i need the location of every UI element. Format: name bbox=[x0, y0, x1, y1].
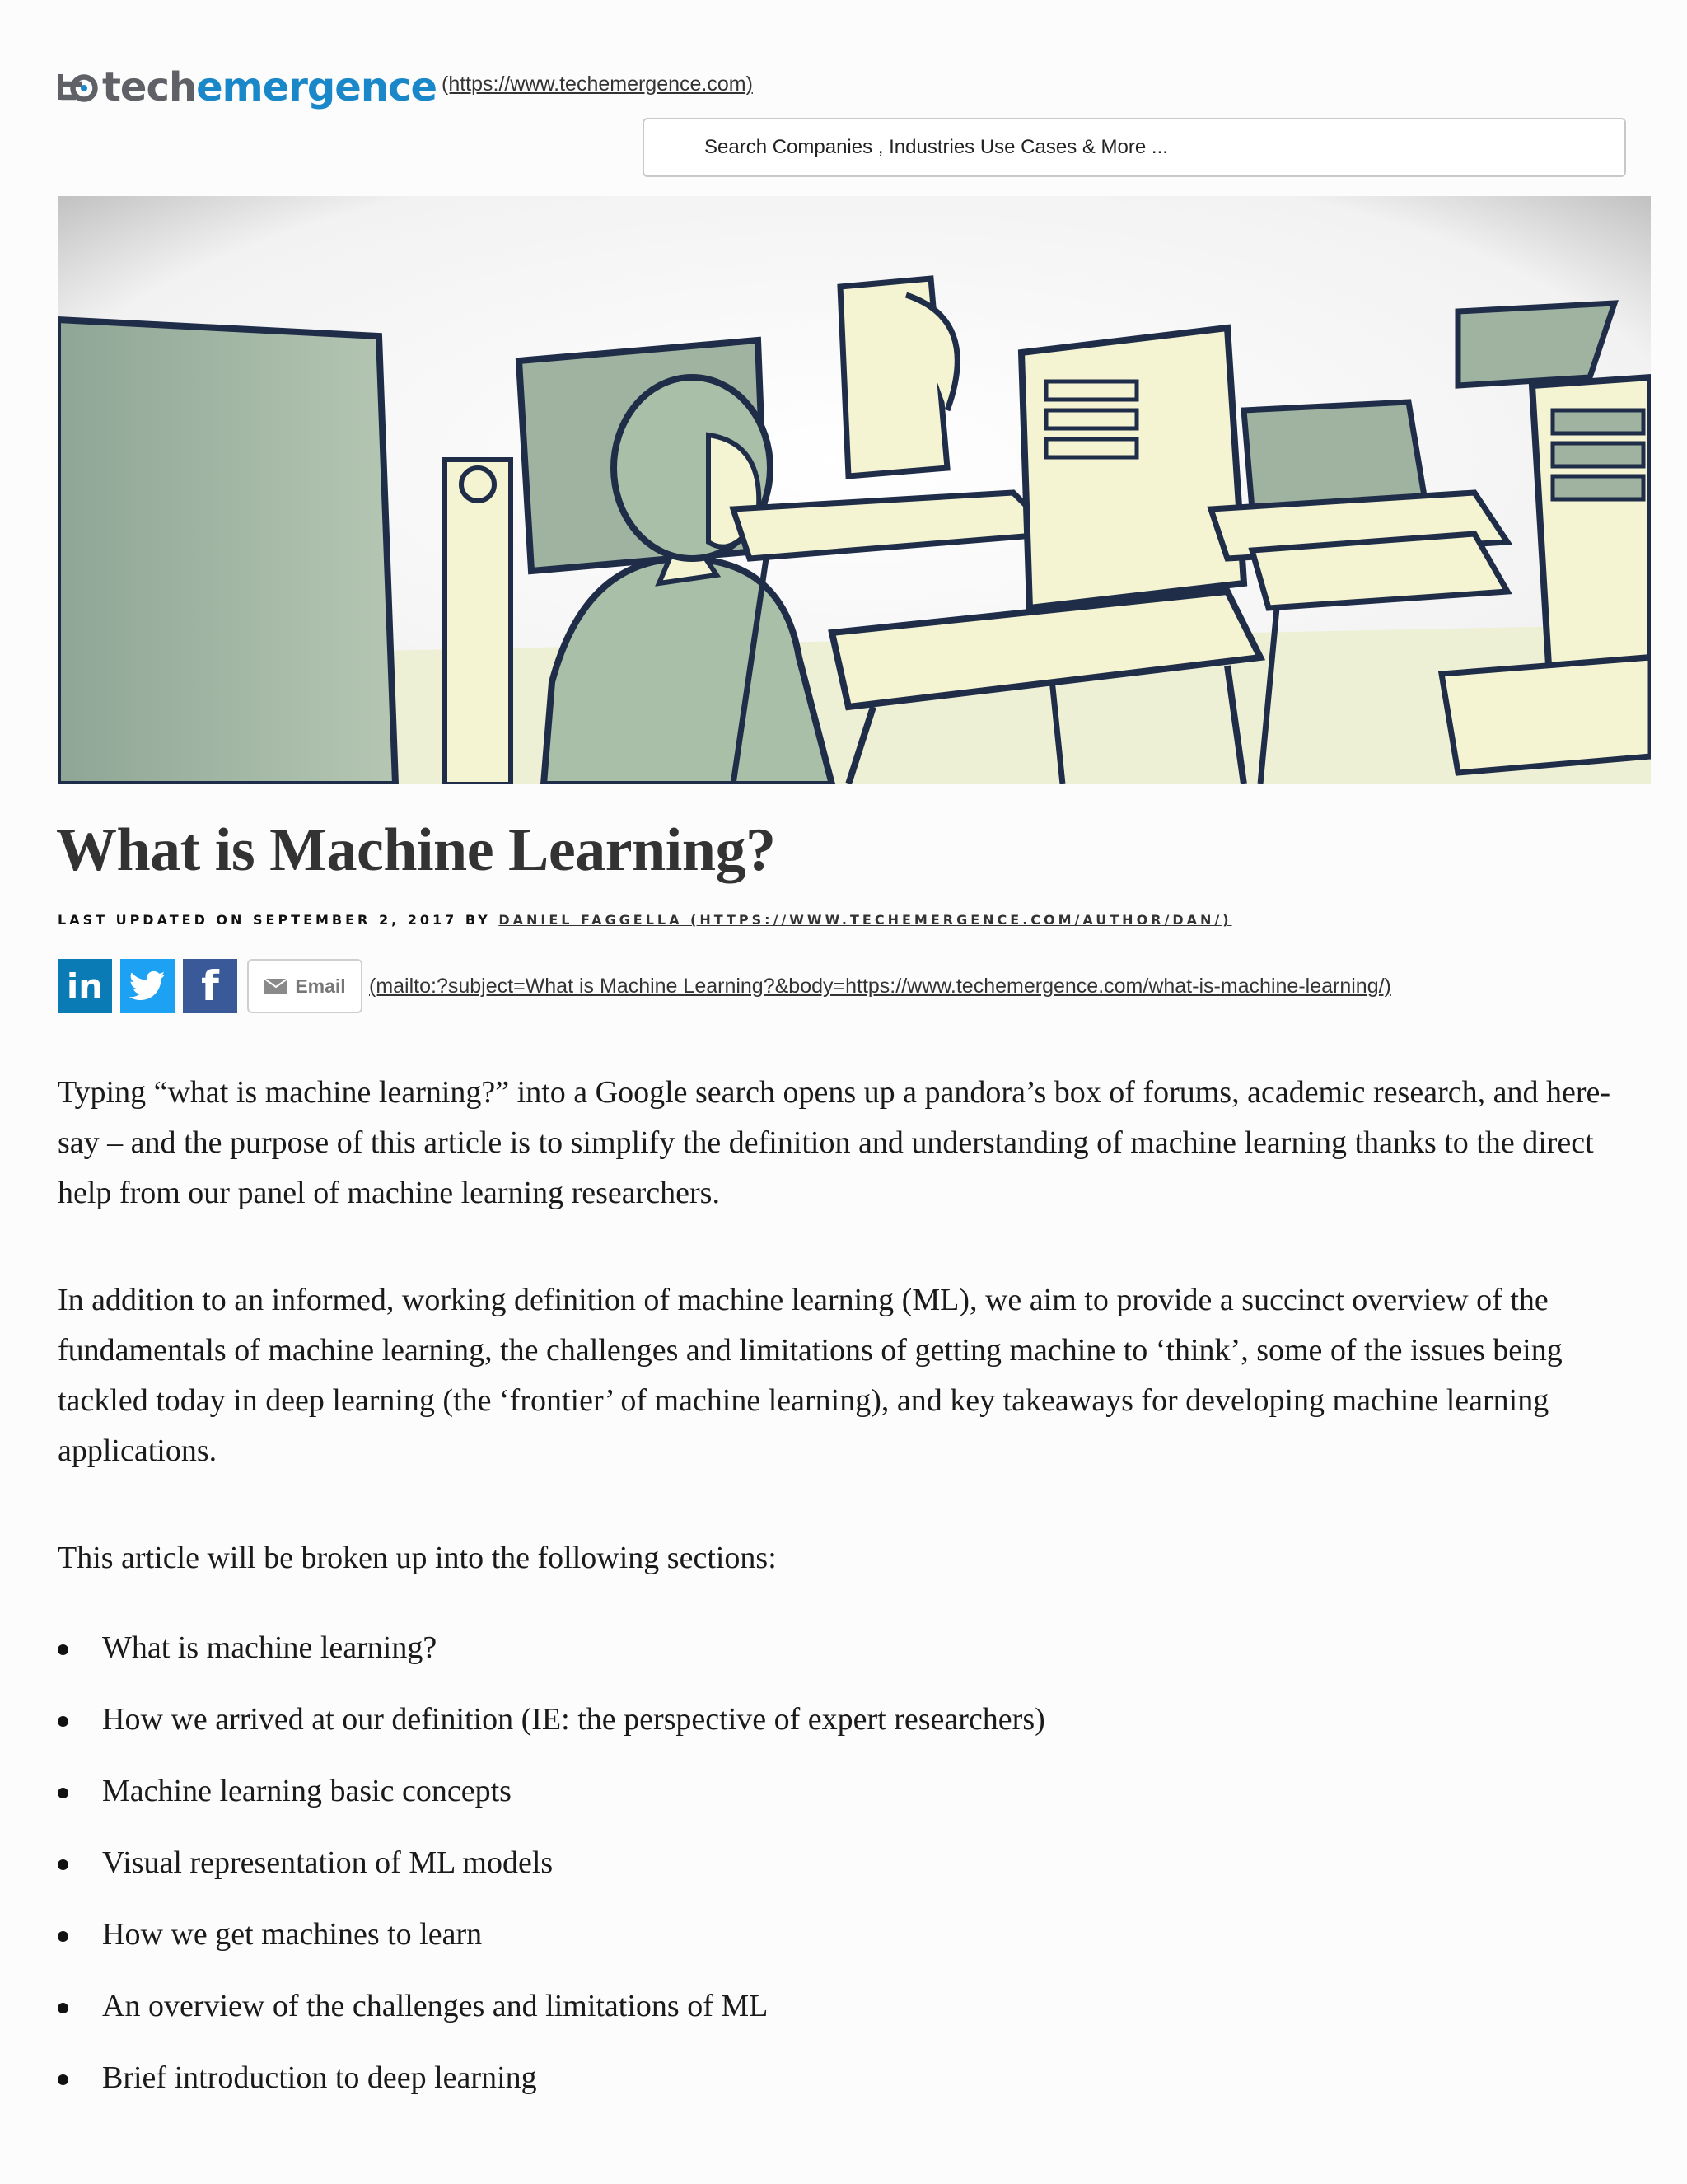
bullet-icon bbox=[58, 1644, 68, 1655]
list-item bbox=[58, 1695, 1045, 1766]
email-share-button[interactable] bbox=[247, 959, 362, 1013]
list-item bbox=[58, 1838, 1045, 1910]
article-title: What is Machine Learning? bbox=[56, 816, 776, 884]
mailto-link[interactable]: (mailto:?subject=What is Machine Learning?&body=https://www.techemergence.com/what-is-machine-learning/) bbox=[369, 974, 1391, 998]
facebook-icon: f bbox=[201, 962, 219, 1010]
bullet-icon bbox=[58, 1788, 68, 1798]
meta-updated: LAST UPDATED ON SEPTEMBER 2, 2017 BY bbox=[58, 912, 499, 928]
list-item-label: How we arrived at our definition (IE: the perspective of expert researchers) bbox=[102, 1702, 1045, 1737]
twitter-icon bbox=[129, 970, 166, 1002]
techemergence-logo-mark bbox=[58, 56, 99, 119]
bullet-icon bbox=[58, 1931, 68, 1942]
overview-paragraph: In addition to an informed, working definition of machine learning (ML), we aim to provide a succinct overview of the fundamentals of machine learning, the challenges and limitations of getting machine to ‘think’, some of the issues being tackled today in deep learning (the ‘frontier’ of machine learning), and key takeaways for developing machine learning applications. bbox=[58, 1283, 1563, 1468]
bullet-icon bbox=[58, 1859, 68, 1870]
home-link[interactable]: (https://www.techemergence.com) bbox=[442, 72, 753, 96]
bullet-icon bbox=[58, 1716, 68, 1727]
list-item-label: Machine learning basic concepts bbox=[102, 1774, 512, 1808]
share-bar bbox=[58, 958, 1391, 1014]
facebook-share-button[interactable] bbox=[183, 959, 237, 1013]
twitter-share-button[interactable] bbox=[120, 959, 175, 1013]
list-item-label: How we get machines to learn bbox=[102, 1917, 483, 1952]
article-meta bbox=[58, 912, 1232, 928]
list-item bbox=[58, 1766, 1045, 1838]
sections-intro-paragraph: This article will be broken up into the following sections: bbox=[58, 1541, 777, 1575]
envelope-icon bbox=[264, 978, 288, 994]
hero-illustration bbox=[58, 196, 1651, 784]
list-item-label: Visual representation of ML models bbox=[102, 1845, 554, 1880]
bullet-icon bbox=[58, 2074, 68, 2085]
hero-image bbox=[58, 196, 1651, 784]
list-item-label: Brief introduction to deep learning bbox=[102, 2060, 537, 2095]
linkedin-share-button[interactable] bbox=[58, 959, 112, 1013]
list-item-label: What is machine learning? bbox=[102, 1630, 437, 1665]
search-input[interactable]: Search Companies , Industries Use Cases & More ... bbox=[643, 118, 1626, 177]
email-label: Email bbox=[295, 975, 346, 997]
author-link[interactable]: DANIEL FAGGELLA (HTTPS://WWW.TECHEMERGENCE.COM/AUTHOR/DAN/) bbox=[498, 912, 1232, 928]
list-item bbox=[58, 2053, 1045, 2125]
bullet-icon bbox=[58, 2003, 68, 2013]
intro-paragraph: Typing “what is machine learning?” into a Google search opens up a pandora’s box of forums, academic research, and here-say – and the purpose of this article is to simplify the definition and understanding of machine learning thanks to the direct help from our panel of machine learning researchers. bbox=[58, 1075, 1611, 1210]
logo-wordmark: techemergence bbox=[101, 64, 437, 110]
list-item bbox=[58, 1623, 1045, 1695]
list-item-label: An overview of the challenges and limitations of ML bbox=[102, 1989, 769, 2023]
list-item bbox=[58, 1981, 1045, 2053]
linkedin-icon: in bbox=[66, 966, 104, 1007]
list-item bbox=[58, 1910, 1045, 1981]
techemergence-logo[interactable] bbox=[58, 56, 437, 119]
sections-list bbox=[58, 1623, 1045, 2125]
